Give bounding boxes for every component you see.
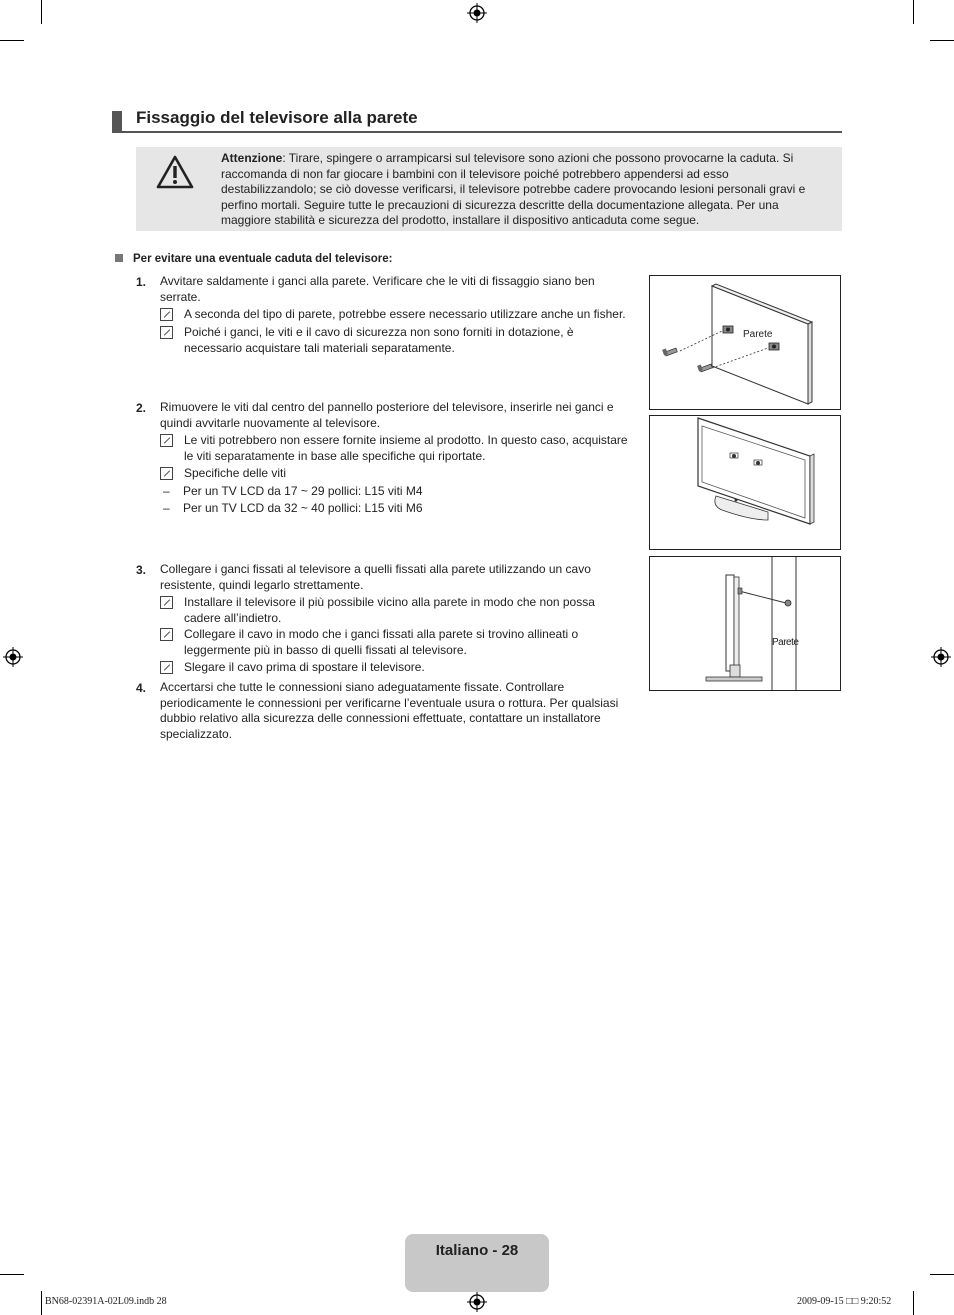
- page-number-tab: [405, 1234, 549, 1292]
- step-number: 1.: [136, 275, 147, 289]
- step-text: Collegare i ganci fissati al televisore a quelli fissati alla parete utilizzando un cavo resistente, quindi legarlo strettamente.: [160, 562, 591, 592]
- note-icon: [160, 308, 173, 321]
- registration-mark-icon: [467, 1292, 487, 1312]
- heading-marker: [112, 111, 122, 131]
- figure-side-cable: [649, 556, 841, 691]
- tv-rear-illustration: [650, 416, 840, 549]
- note-icon: [160, 661, 173, 674]
- warning-box: [136, 147, 842, 231]
- crop-mark: [913, 1291, 914, 1315]
- print-filename: BN68-02391A-02L09.indb 28: [45, 1296, 167, 1307]
- note-text: A seconda del tipo di parete, potrebbe essere necessario utilizzare anche un fisher.: [184, 307, 626, 321]
- note-icon: [160, 628, 173, 641]
- wall-hook-icon: [723, 326, 733, 333]
- note-text: Specifiche delle viti: [184, 466, 287, 480]
- heading-divider: [112, 131, 842, 133]
- warning-body: : Tirare, spingere o arrampicarsi sul televisore sono azioni che possono provocarne la caduta. Si raccomanda di non far giocare i bambini con il televisore poiché potrebbero appendersi ad esso destabilizzandolo; se ciò dovesse verificarsi, il televisore potrebbe cadere provocando lesioni personali gravi e perfino mortali. Seguire tutte le precauzioni di sicurezza descritte della documentazione allegata. Per una maggiore stabilità e sicurezza del prodotto, installare il dispositivo anticaduta come segue.: [221, 151, 806, 227]
- note-text: Le viti potrebbero non essere fornite insieme al prodotto. In questo caso, acquistare le viti separatamente in base alle specifiche qui riportate.: [184, 433, 628, 463]
- step-text: Avvitare saldamente i ganci alla parete. Verificare che le viti di fissaggio siano ben serrate.: [160, 274, 595, 304]
- note-text: Collegare il cavo in modo che i ganci fissati alla parete si trovino allineati o leggermente più in basso di quelli fissati al televisore.: [184, 627, 579, 657]
- wall-label: Parete: [772, 637, 799, 648]
- crop-mark: [0, 40, 24, 41]
- figure-tv-rear: [649, 415, 841, 550]
- spec-item-text: Per un TV LCD da 17 ~ 29 pollici: L15 viti M4: [183, 484, 423, 498]
- wall-hooks-illustration: [650, 276, 840, 409]
- warning-text: [221, 151, 821, 229]
- screw-icon: [662, 348, 677, 356]
- intro-text: Per evitare una eventuale caduta del televisore:: [133, 253, 393, 265]
- note: [160, 627, 620, 658]
- note: [160, 325, 630, 356]
- note-text: Installare il televisore il più possibile vicino alla parete in modo che non possa cadere all’indietro.: [184, 595, 595, 625]
- note-icon: [160, 326, 173, 339]
- wall-hook-icon: [769, 343, 779, 350]
- bullet-square-icon: [115, 254, 123, 262]
- side-cable-illustration: [650, 557, 840, 690]
- figure-wall-hooks: [649, 275, 841, 410]
- section-title: Fissaggio del televisore alla parete: [136, 108, 418, 127]
- registration-mark-icon: [931, 647, 951, 667]
- registration-mark-icon: [3, 647, 23, 667]
- step-text: Accertarsi che tutte le connessioni siano adeguatamente fissate. Controllare periodicamente le connessioni per verificarne l’eventuale usura o rottura. Per qualsiasi dubbio relativo alla sicurezza delle connessioni effettuate, contattare un installatore specializzato.: [160, 680, 619, 741]
- step-number: 4.: [136, 681, 147, 695]
- note: [160, 660, 640, 676]
- note: [160, 307, 640, 323]
- wall-label: Parete: [743, 329, 773, 340]
- warning-triangle-icon: [156, 155, 194, 189]
- spec-item: – Per un TV LCD da 17 ~ 29 pollici: L15 viti M4: [163, 484, 423, 498]
- crop-mark: [41, 1291, 42, 1315]
- page-number: Italiano - 28: [435, 1242, 519, 1259]
- crop-mark: [913, 0, 914, 24]
- print-timestamp: 2009-09-15 □□ 9:20:52: [797, 1296, 892, 1307]
- note: [160, 466, 640, 482]
- crop-mark: [0, 1274, 24, 1275]
- step-number: 2.: [136, 401, 147, 415]
- note-text: Slegare il cavo prima di spostare il televisore.: [184, 660, 425, 674]
- note-icon: [160, 467, 173, 480]
- intro-line: [115, 253, 393, 265]
- note-text: Poiché i ganci, le viti e il cavo di sicurezza non sono forniti in dotazione, è necessario acquistare tali materiali separatamente.: [184, 325, 574, 355]
- step-text: Rimuovere le viti dal centro del pannello posteriore del televisore, inserirle nei ganci e quindi avvitarle nuovamente al televisore.: [160, 400, 614, 430]
- registration-mark-icon: [467, 3, 487, 23]
- tv-hook-icon: [756, 461, 760, 465]
- crop-mark: [41, 0, 42, 24]
- spec-item-text: Per un TV LCD da 32 ~ 40 pollici: L15 viti M6: [183, 501, 423, 515]
- tv-hook-icon: [732, 454, 736, 458]
- note: [160, 433, 640, 464]
- screw-icon: [697, 364, 712, 372]
- crop-mark: [930, 1274, 954, 1275]
- note: [160, 595, 620, 626]
- note-icon: [160, 434, 173, 447]
- step-number: 3.: [136, 563, 147, 577]
- wall-hook-icon: [785, 600, 791, 606]
- crop-mark: [930, 40, 954, 41]
- spec-item: – Per un TV LCD da 32 ~ 40 pollici: L15 viti M6: [163, 501, 423, 515]
- warning-label: Attenzione: [221, 151, 283, 165]
- note-icon: [160, 596, 173, 609]
